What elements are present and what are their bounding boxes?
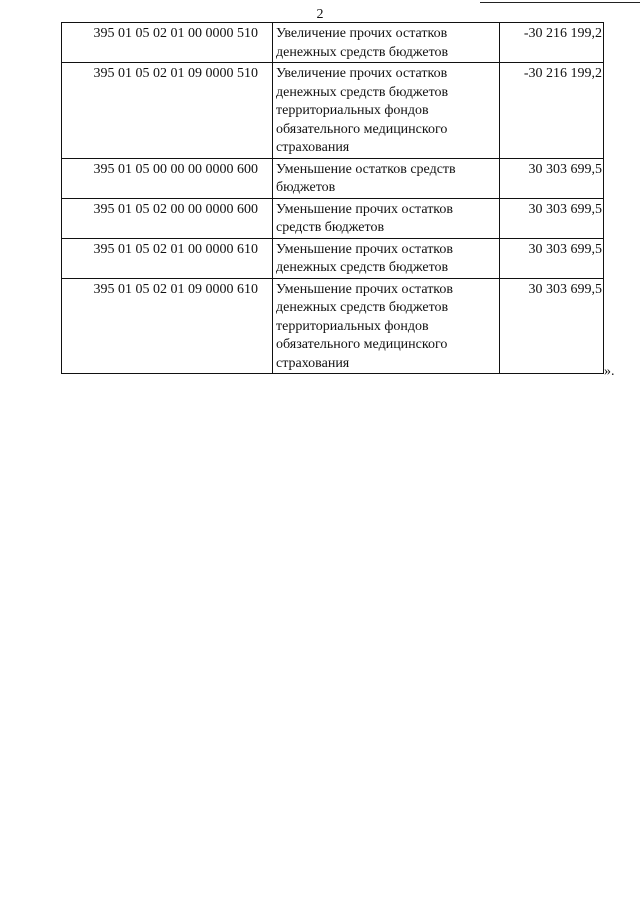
budget-code-cell: 395 01 05 02 01 09 0000 610 xyxy=(62,278,273,374)
budget-name-cell: Увеличение прочих остатков денежных средств бюджетов территориальных фондов обязательного медицинского страхования xyxy=(273,63,500,159)
table-row xyxy=(62,63,604,159)
budget-amount-cell: 30 303 699,5 xyxy=(500,238,604,278)
budget-amount-cell: -30 216 199,2 xyxy=(500,63,604,159)
budget-name-cell: Уменьшение прочих остатков средств бюджетов xyxy=(273,198,500,238)
table-row xyxy=(62,198,604,238)
budget-code-cell: 395 01 05 00 00 00 0000 600 xyxy=(62,158,273,198)
table-row xyxy=(62,278,604,374)
table-row xyxy=(62,158,604,198)
budget-amount-cell: 30 303 699,5 xyxy=(500,158,604,198)
top-rule xyxy=(480,2,640,3)
budget-name-cell: Уменьшение прочих остатков денежных средств бюджетов территориальных фондов обязательного медицинского страхования xyxy=(273,278,500,374)
page-number: 2 xyxy=(316,7,324,22)
budget-code-cell: 395 01 05 02 01 00 0000 510 xyxy=(62,23,273,63)
budget-code-cell: 395 01 05 02 00 00 0000 600 xyxy=(62,198,273,238)
budget-name-cell: Уменьшение остатков средств бюджетов xyxy=(273,158,500,198)
budget-name-cell: Увеличение прочих остатков денежных средств бюджетов xyxy=(273,23,500,63)
budget-code-cell: 395 01 05 02 01 00 0000 610 xyxy=(62,238,273,278)
budget-amount-cell: -30 216 199,2 xyxy=(500,23,604,63)
budget-amount-cell: 30 303 699,5 xyxy=(500,198,604,238)
budget-name-cell: Уменьшение прочих остатков денежных средств бюджетов xyxy=(273,238,500,278)
budget-amount-cell: 30 303 699,5 xyxy=(500,278,604,374)
closing-quote: ». xyxy=(604,364,615,379)
table-row xyxy=(62,23,604,63)
budget-code-cell: 395 01 05 02 01 09 0000 510 xyxy=(62,63,273,159)
budget-sources-table xyxy=(61,22,604,374)
table-row xyxy=(62,238,604,278)
